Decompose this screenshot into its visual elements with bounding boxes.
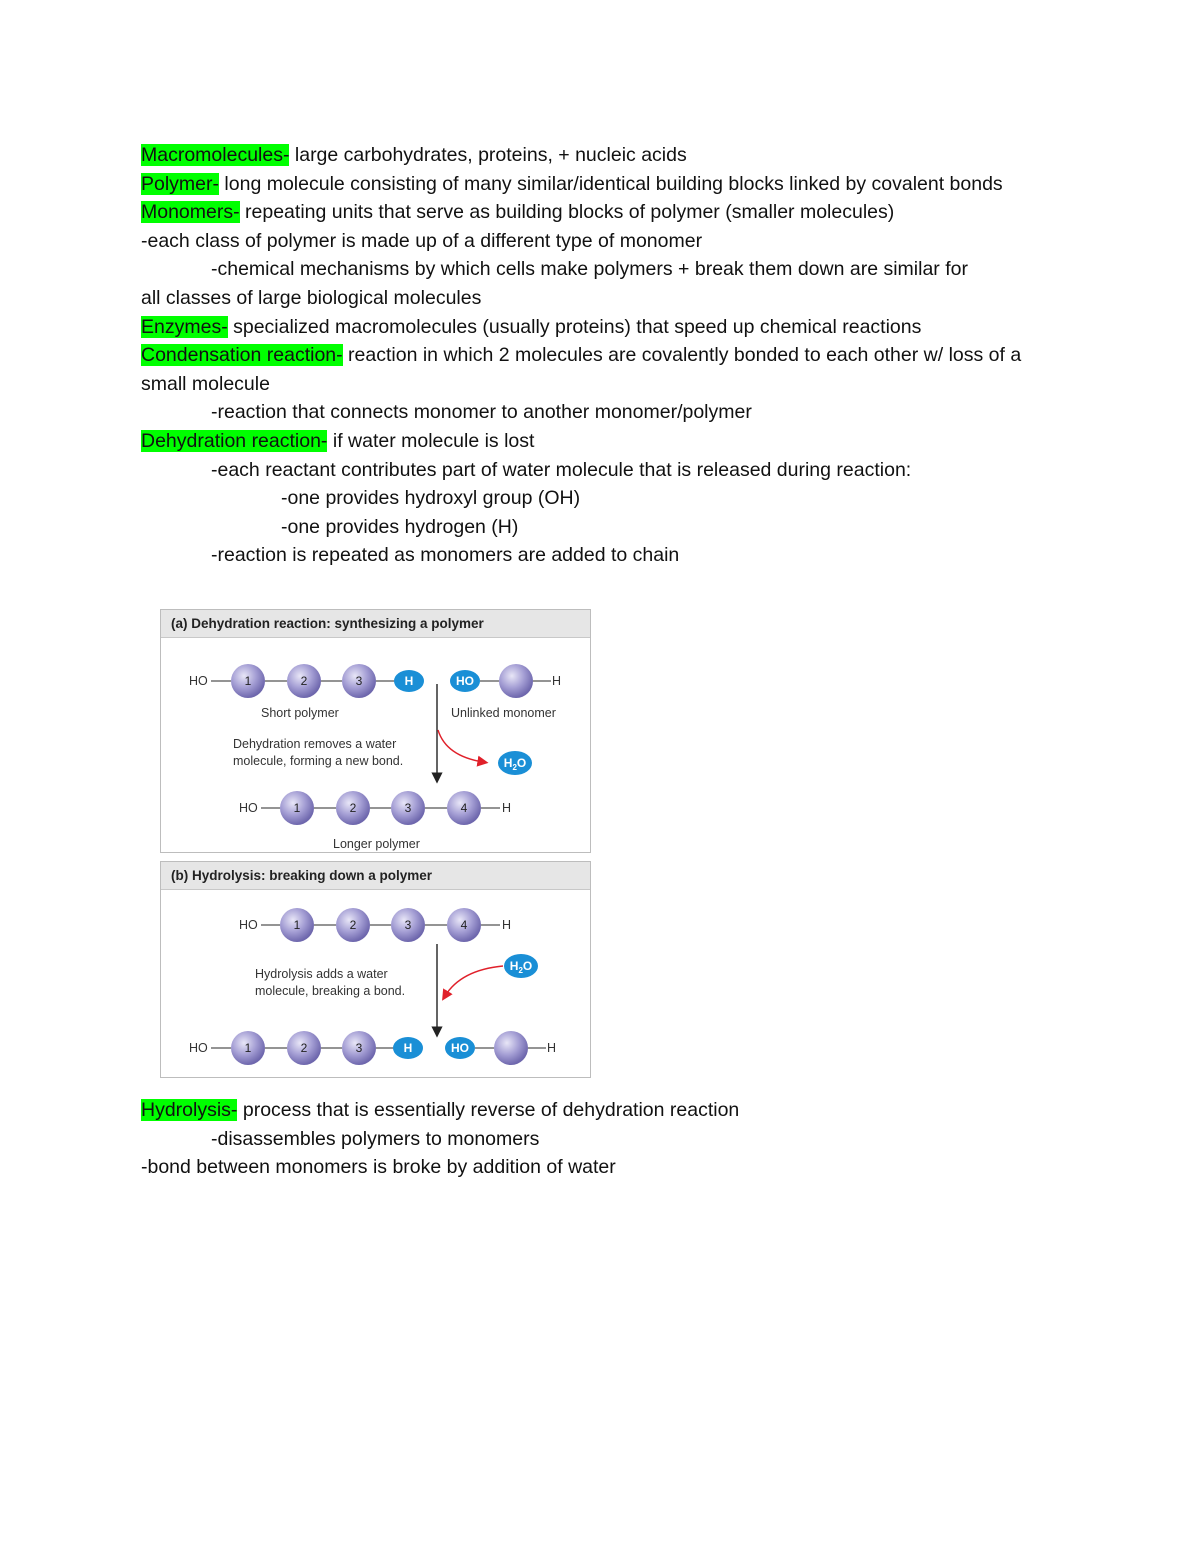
figure-dehydration	[160, 609, 591, 853]
monomer-number: 3	[404, 801, 412, 815]
ho-label: HO	[189, 674, 208, 688]
short-polymer-label: Short polymer	[261, 706, 339, 720]
notes-top	[141, 141, 1061, 570]
term-highlight: Dehydration reaction-	[141, 429, 328, 452]
monomer-number: 1	[244, 674, 252, 688]
hydrolysis-diagram	[161, 890, 590, 1077]
line-note: -disassembles polymers to monomers	[211, 1127, 540, 1150]
h-label: H	[502, 801, 512, 815]
definition-text: long molecule consisting of many similar/identical building blocks linked by covalent bonds	[219, 172, 1003, 195]
line-dehydration	[141, 427, 1061, 456]
monomer-number: 2	[300, 674, 308, 688]
released-monomer	[494, 1031, 528, 1065]
line-note: -one provides hydrogen (H)	[281, 515, 519, 538]
definition-text: process that is essentially reverse of dehydration reaction	[237, 1099, 740, 1121]
line-note: -chemical mechanisms by which cells make polymers + break them down are similar for	[211, 258, 968, 281]
caption-line: Dehydration removes a water	[233, 737, 397, 751]
definition-text: large carbohydrates, proteins, + nucleic acids	[289, 144, 687, 166]
term-highlight: Monomers-	[141, 201, 240, 224]
line-enzymes	[141, 313, 1061, 342]
ho-label: HO	[239, 918, 258, 932]
hydrogen-label: H	[403, 1041, 413, 1055]
monomer-number: 1	[244, 1041, 252, 1055]
ho-label: HO	[239, 801, 258, 815]
caption-line: molecule, breaking a bond.	[255, 984, 406, 998]
longer-polymer-label: Longer polymer	[333, 837, 420, 851]
line-hydrolysis	[141, 1096, 1061, 1125]
hydroxyl-label: HO	[456, 674, 474, 688]
monomer-number: 1	[293, 918, 301, 932]
line-note: -reaction is repeated as monomers are added to chain	[211, 544, 680, 567]
ho-label: HO	[189, 1041, 208, 1055]
h-label: H	[547, 1041, 557, 1055]
water-label: $H_2O$	[509, 959, 533, 975]
monomer-number: 2	[349, 801, 357, 815]
monomer-number: 3	[355, 1041, 363, 1055]
line-condensation	[141, 341, 1061, 398]
monomer-number: 2	[349, 918, 357, 932]
term-highlight: Polymer-	[141, 172, 220, 195]
line-note: -each class of polymer is made up of a different type of monomer	[141, 229, 703, 252]
term-highlight: Hydrolysis-	[141, 1099, 238, 1121]
line-note: all classes of large biological molecules	[141, 286, 482, 309]
water-addition-arrow	[445, 966, 503, 996]
hydroxyl-label: HO	[451, 1041, 469, 1055]
definition-text: repeating units that serve as building blocks of polymer (smaller molecules)	[239, 201, 895, 224]
dehydration-diagram	[161, 638, 590, 852]
line-note: -each reactant contributes part of water molecule that is released during reaction:	[211, 458, 912, 481]
line-polymer	[141, 170, 1061, 199]
unlinked-monomer-label: Unlinked monomer	[451, 706, 556, 720]
definition-text: reaction in which 2 molecules are covalently bonded to each other w/ loss of a small molecule	[141, 344, 1022, 395]
monomer-number: 3	[355, 674, 363, 688]
figure-title: (b) Hydrolysis: breaking down a polymer	[161, 862, 590, 890]
figure-hydrolysis	[160, 861, 591, 1078]
definition-text: if water molecule is lost	[327, 429, 535, 452]
hydrogen-label: H	[404, 674, 414, 688]
caption-line: Hydrolysis adds a water	[255, 967, 388, 981]
figure-title: (a) Dehydration reaction: synthesizing a polymer	[161, 610, 590, 638]
line-macromolecules	[141, 141, 1061, 170]
caption-line: molecule, forming a new bond.	[233, 754, 404, 768]
line-note: -one provides hydroxyl group (OH)	[281, 487, 581, 510]
water-release-arrow	[438, 730, 483, 762]
line-note: -reaction that connects monomer to another monomer/polymer	[211, 401, 752, 424]
unlinked-monomer	[499, 664, 533, 698]
line-note: -bond between monomers is broke by addition of water	[141, 1156, 616, 1179]
monomer-number: 2	[300, 1041, 308, 1055]
notes-bottom	[141, 1096, 1061, 1182]
term-highlight: Enzymes-	[141, 315, 228, 338]
h-label: H	[502, 918, 512, 932]
monomer-number: 4	[460, 801, 468, 815]
term-highlight: Macromolecules-	[141, 144, 290, 166]
term-highlight: Condensation reaction-	[141, 344, 343, 367]
monomer-number: 4	[460, 918, 468, 932]
monomer-number: 3	[404, 918, 412, 932]
line-monomers	[141, 198, 1061, 227]
h-label: H	[552, 674, 562, 688]
monomer-number: 1	[293, 801, 301, 815]
water-label: $H_2O$	[503, 756, 527, 772]
definition-text: specialized macromolecules (usually proteins) that speed up chemical reactions	[227, 315, 922, 338]
